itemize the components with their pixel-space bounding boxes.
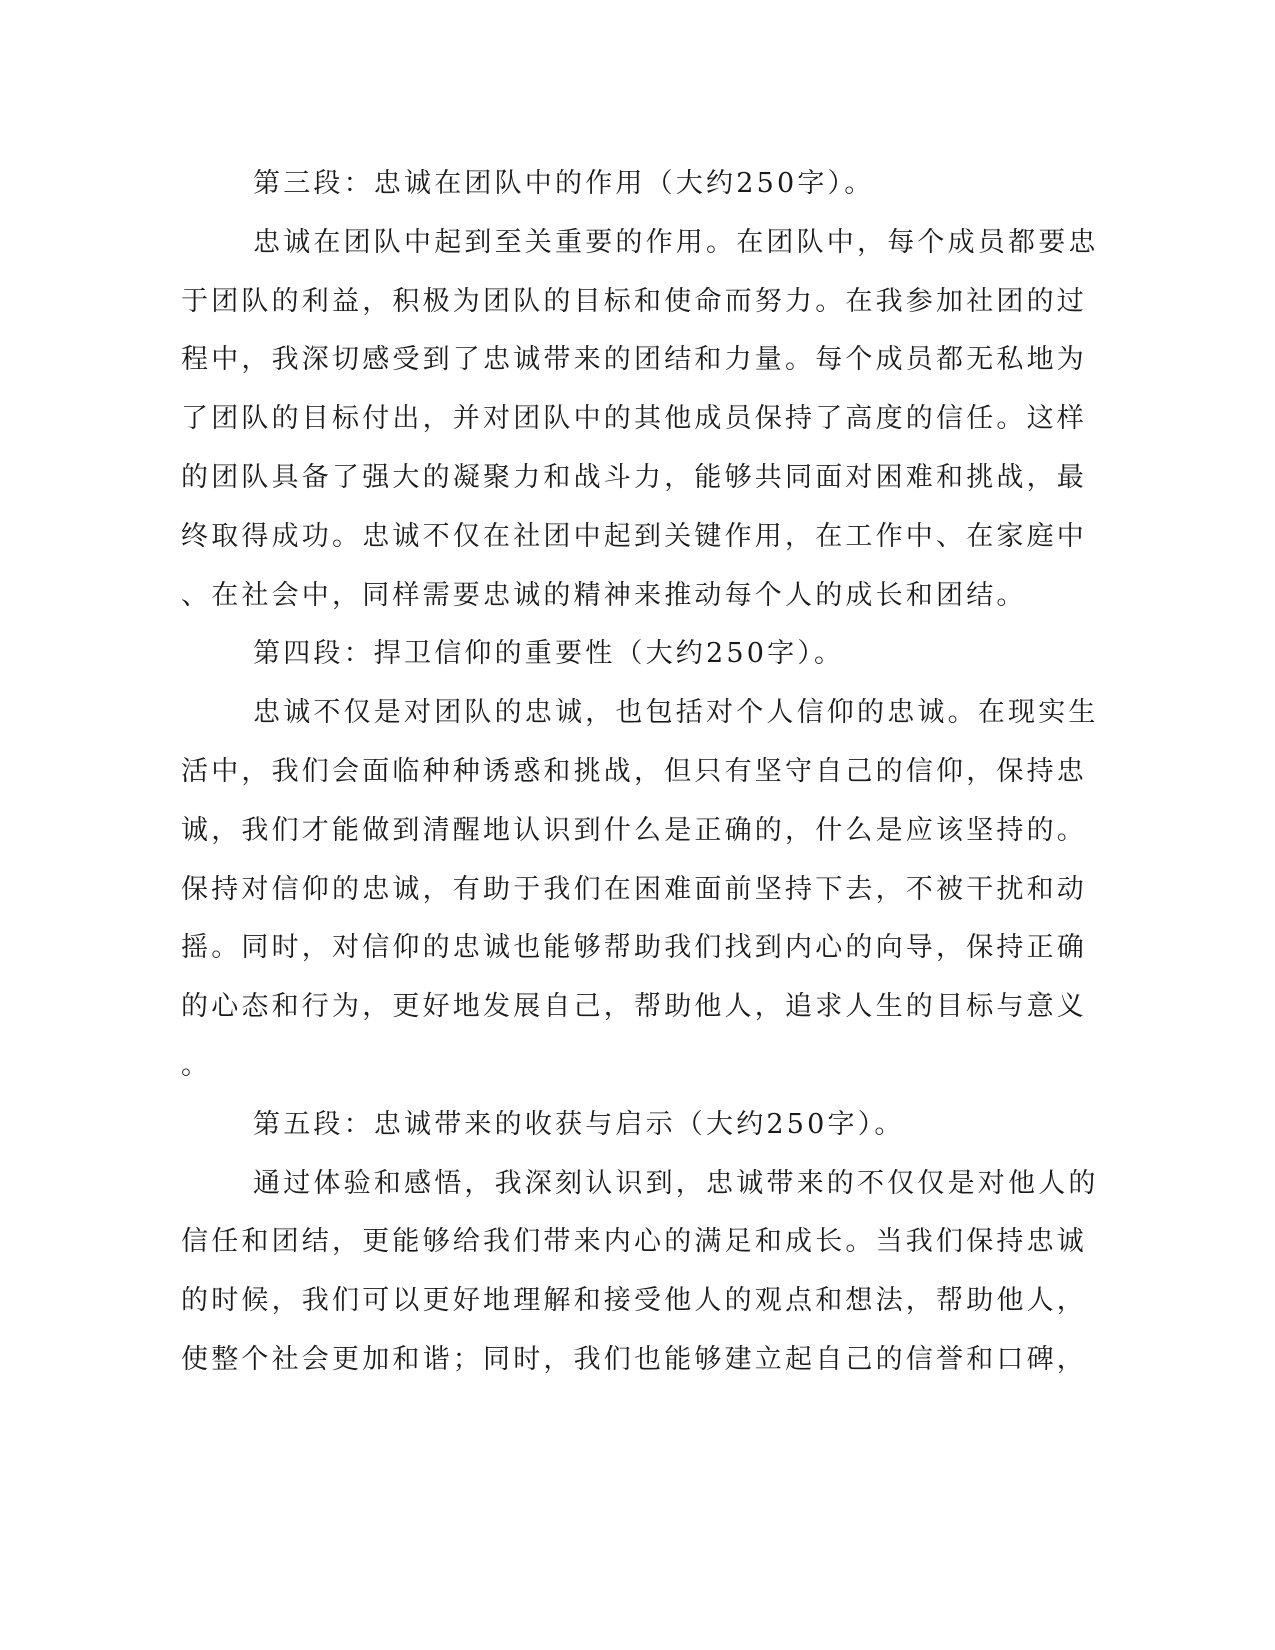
paragraph-line: 。 bbox=[181, 1049, 212, 1081]
paragraph-line: 于团队的利益，积极为团队的目标和使命而努力。在我参加社团的过 bbox=[181, 285, 1087, 317]
paragraph-line: 摇。同时，对信仰的忠诚也能够帮助我们找到内心的向导，保持正确 bbox=[181, 932, 1087, 964]
paragraph-line: 的心态和行为，更好地发展自己，帮助他人，追求人生的目标与意义 bbox=[181, 991, 1087, 1023]
document-text bbox=[181, 155, 1099, 1390]
paragraph-line: 诚，我们才能做到清醒地认识到什么是正确的，什么是应该坚持的。 bbox=[181, 814, 1087, 846]
paragraph-line: 信任和团结，更能够给我们带来内心的满足和成长。当我们保持忠诚 bbox=[181, 1226, 1087, 1258]
paragraph-line: 、在社会中，同样需要忠诚的精神来推动每个人的成长和团结。 bbox=[181, 579, 1027, 611]
paragraph-line: 使整个社会更加和谐；同时，我们也能够建立起自己的信誉和口碑， bbox=[181, 1343, 1087, 1375]
paragraph-line: 保持对信仰的忠诚，有助于我们在困难面前坚持下去，不被干扰和动 bbox=[181, 873, 1087, 905]
paragraph-line: 通过体验和感悟，我深刻认识到，忠诚带来的不仅仅是对他人的 bbox=[253, 1167, 1099, 1199]
paragraph-line: 忠诚不仅是对团队的忠诚，也包括对个人信仰的忠诚。在现实生 bbox=[253, 697, 1099, 729]
paragraph-line: 的团队具备了强大的凝聚力和战斗力，能够共同面对困难和挑战，最 bbox=[181, 461, 1087, 493]
paragraph-line: 活中，我们会面临种种诱惑和挑战，但只有坚守自己的信仰，保持忠 bbox=[181, 755, 1087, 787]
paragraph-line: 程中，我深切感受到了忠诚带来的团结和力量。每个成员都无私地为 bbox=[181, 344, 1087, 376]
section-heading-4: 第四段：捍卫信仰的重要性（大约250字）。 bbox=[253, 638, 845, 670]
paragraph-line: 了团队的目标付出，并对团队中的其他成员保持了高度的信任。这样 bbox=[181, 403, 1087, 435]
section-heading-3: 第三段：忠诚在团队中的作用（大约250字）。 bbox=[253, 168, 875, 199]
paragraph-line: 忠诚在团队中起到至关重要的作用。在团队中，每个成员都要忠 bbox=[253, 226, 1099, 258]
section-heading-5: 第五段：忠诚带来的收获与启示（大约250字）。 bbox=[253, 1108, 905, 1140]
paragraph-line: 的时候，我们可以更好地理解和接受他人的观点和想法，帮助他人， bbox=[181, 1285, 1087, 1317]
paragraph-line: 终取得成功。忠诚不仅在社团中起到关键作用，在工作中、在家庭中 bbox=[181, 520, 1087, 552]
